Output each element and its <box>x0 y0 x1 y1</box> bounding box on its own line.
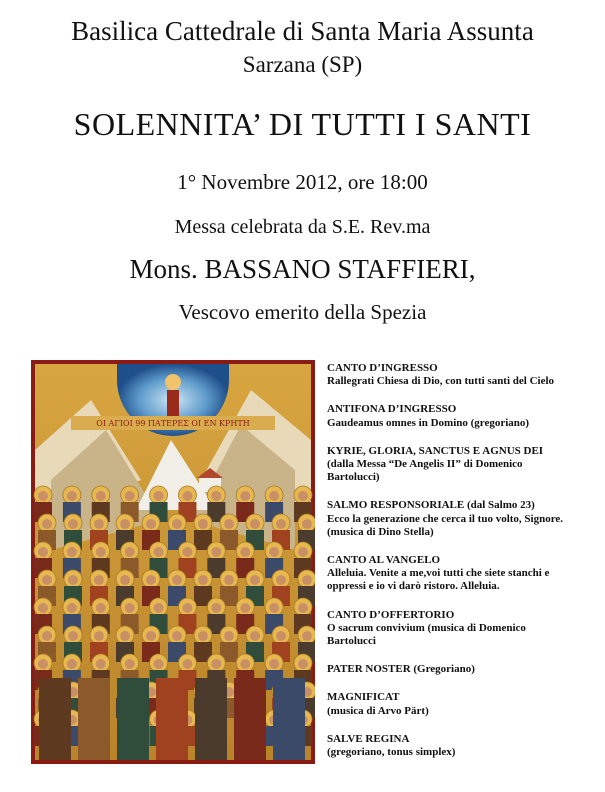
program-item-line: oppressi e io vi darò ristoro. Alleluia. <box>327 580 500 593</box>
program-item-line: Alleluia. Venite a me,voi tutti che siete stanchi e <box>327 567 550 580</box>
program-item-title: SALVE REGINA <box>327 732 410 745</box>
program-item-line: (musica di Dino Stella) <box>327 525 434 538</box>
program-item-line: Rallegrati Chiesa di Dio, con tutti santi del Cielo <box>327 375 555 388</box>
mass-celebrant-intro: Messa celebrata da S.E. Rev.ma <box>174 216 431 238</box>
program-item-title: MAGNIFICAT <box>327 691 400 704</box>
program-item-line: Bartolucci) <box>327 471 380 484</box>
bishop-role: Vescovo emerito della Spezia <box>178 300 427 324</box>
program-item-line: O sacrum convivium (musica di Domenico <box>327 621 526 634</box>
page-title: SOLENNITA’ DI TUTTI I SANTI <box>73 106 532 142</box>
program-list <box>327 362 602 774</box>
program-item <box>327 609 602 649</box>
program-item-line: Ecco la generazione che cerca il tuo volto, Signore. <box>327 512 564 525</box>
program-item-line: (gregoriano, tonus simplex) <box>327 746 456 759</box>
program-item-title: CANTO D’OFFERTORIO <box>327 608 455 621</box>
program-item-line: Bartolucci <box>327 635 376 648</box>
program-item <box>327 499 602 539</box>
program-item-line: (dalla Messa “De Angelis II” di Domenico <box>327 458 523 471</box>
program-item-title: SALMO RESPONSORIALE (dal Salmo 23) <box>327 499 535 512</box>
program-item-title: CANTO D’INGRESSO <box>327 362 438 374</box>
program-item <box>327 554 602 594</box>
bishop-name: Mons. BASSANO STAFFIERI, <box>129 254 476 284</box>
program-item <box>327 733 602 759</box>
program-item-title: KYRIE, GLORIA, SANCTUS E AGNUS DEI <box>327 444 544 457</box>
program-item <box>327 403 602 429</box>
program-item <box>327 445 602 485</box>
icon-inscription: ΟΙ ΑΓΙΟΙ 99 ΠΑΤΕΡΕΣ ΟΙ ΕΝ ΚΡΗΤΗ <box>96 419 250 428</box>
program-item <box>327 362 602 388</box>
saints-icon-image <box>31 360 315 764</box>
program-item <box>327 663 602 676</box>
event-date: 1° Novembre 2012, ore 18:00 <box>177 170 428 194</box>
program-item-line: (musica di Arvo Pärt) <box>327 704 429 717</box>
program-item-line: Gaudeamus omnes in Domino (gregoriano) <box>327 416 530 429</box>
program-item-title: CANTO AL VANGELO <box>327 554 441 567</box>
basilica-name: Basilica Cattedrale di Santa Maria Assunta <box>71 16 534 46</box>
program-item-title: ANTIFONA D’INGRESSO <box>327 403 457 416</box>
city-name: Sarzana (SP) <box>242 52 363 77</box>
program-item-title: PATER NOSTER (Gregoriano) <box>327 663 475 676</box>
program-item <box>327 691 602 717</box>
